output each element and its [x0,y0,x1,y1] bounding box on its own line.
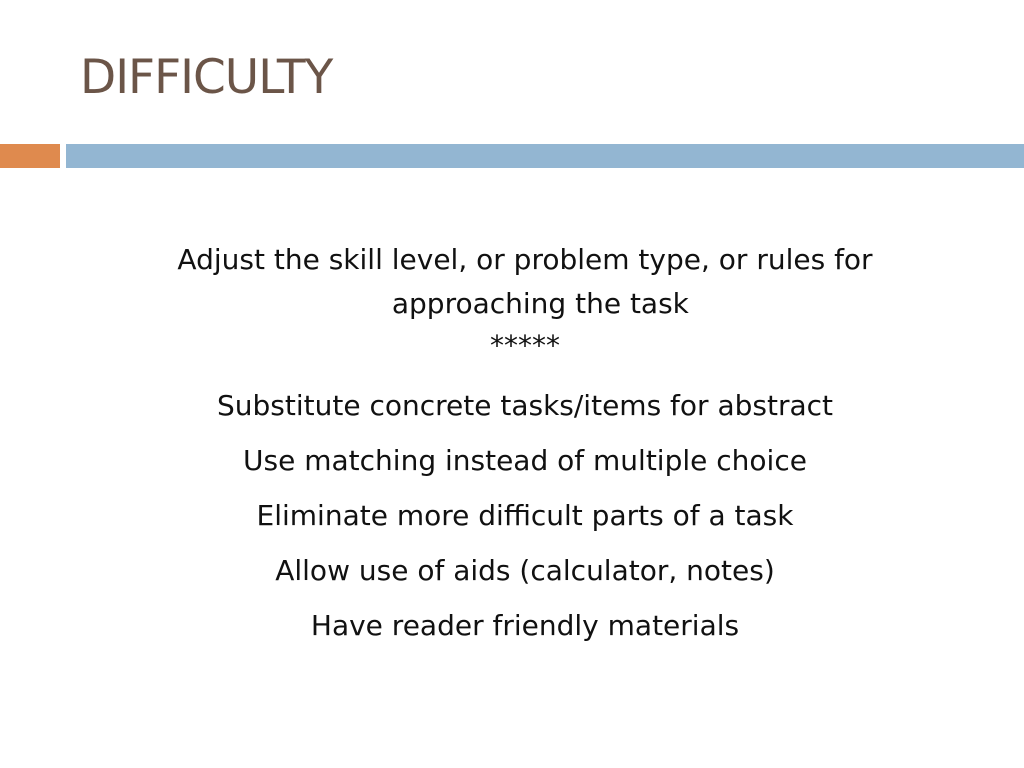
body-line-substitute: Substitute concrete tasks/items for abstract [216,389,833,422]
body-line-eliminate: Eliminate more difficult parts of a task [256,499,794,532]
accent-bar-blue [66,144,1024,168]
body-line-matching: Use matching instead of multiple choice [243,444,807,477]
body-line-materials: Have reader friendly materials [310,609,740,642]
slide-title: DIFFICULTY [80,50,333,105]
body-line-aids: Allow use of aids (calculator, notes) [275,554,775,587]
accent-bar-orange [0,144,60,168]
body-line-separator: ***** [490,329,560,362]
body-line-adjust: Adjust the skill level, or problem type, or rules for approaching the task [177,243,873,320]
slide-body [100,238,950,653]
